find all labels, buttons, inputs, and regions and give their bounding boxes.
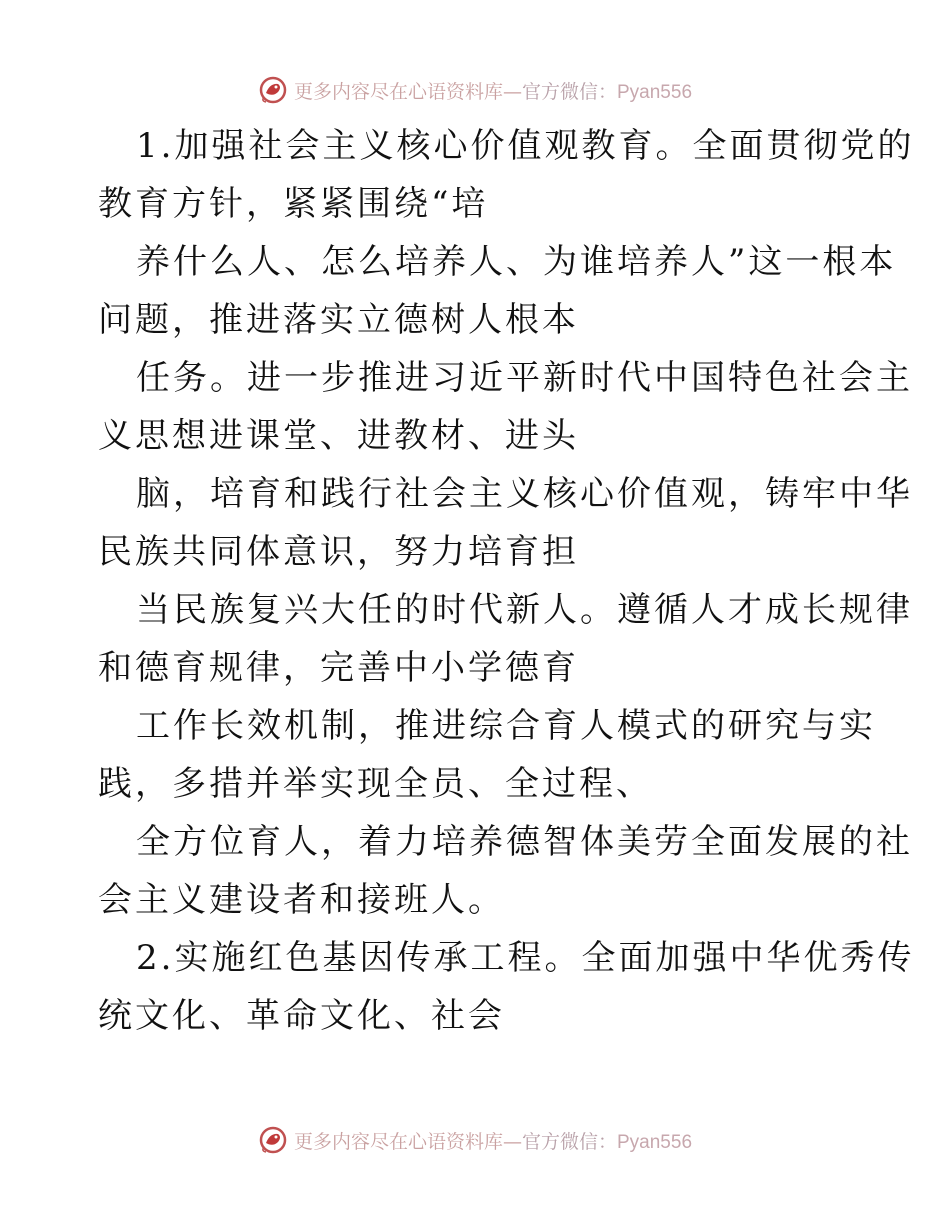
header-watermark: [0, 70, 950, 110]
paragraph-4: [98, 465, 913, 581]
text-line: 统文化、革命文化、社会: [98, 996, 505, 1036]
text-line: 脑，培育和践行社会主义核心价值观，铸牢中华: [136, 474, 913, 514]
document-body: [98, 117, 915, 1045]
text-line: 1.加强社会主义核心价值观教育。全面贯彻党的: [136, 126, 915, 166]
text-line: 会主义建设者和接班人。: [98, 880, 505, 920]
text-line: 和德育规律，完善中小学德育: [98, 648, 579, 688]
watermark-separator: —: [502, 80, 522, 103]
text-line: 义思想进课堂、进教材、进头: [98, 416, 579, 456]
watermark-wechat-label: 官方微信：: [521, 80, 617, 103]
paragraph-7: [98, 813, 913, 929]
text-line: 民族共同体意识，努力培育担: [98, 532, 579, 572]
footer-watermark: [0, 1120, 950, 1160]
paragraph-3: [98, 349, 913, 465]
paragraph-6: [98, 697, 876, 813]
red-mouse-logo-icon: [258, 75, 288, 105]
text-line: 2.实施红色基因传承工程。全面加强中华优秀传: [136, 938, 915, 978]
paragraph-1: [98, 117, 915, 233]
paragraph-2: [98, 233, 897, 349]
watermark-wechat-id: Pyan556: [617, 1131, 693, 1153]
text-line: 践，多措并举实现全员、全过程、: [98, 764, 653, 804]
paragraph-8: [98, 929, 915, 1045]
watermark-wechat-id: Pyan556: [617, 81, 693, 103]
watermark-site-text: 更多内容尽在心语资料库: [293, 80, 503, 103]
watermark-separator: —: [502, 1130, 522, 1153]
paragraph-5: [98, 581, 913, 697]
text-line: 问题，推进落实立德树人根本: [98, 300, 579, 340]
text-line: 工作长效机制，推进综合育人模式的研究与实: [136, 706, 876, 746]
text-line: 全方位育人，着力培养德智体美劳全面发展的社: [136, 822, 913, 862]
text-line: 养什么人、怎么培养人、为谁培养人”这一根本: [136, 242, 897, 282]
watermark-wechat-label: 官方微信：: [521, 1130, 617, 1153]
watermark-text: [294, 1127, 692, 1154]
red-mouse-logo-icon: [258, 1125, 288, 1155]
text-line: 当民族复兴大任的时代新人。遵循人才成长规律: [136, 590, 913, 630]
text-line: 教育方针，紧紧围绕“培: [98, 184, 489, 224]
watermark-text: [294, 77, 692, 104]
text-line: 任务。进一步推进习近平新时代中国特色社会主: [136, 358, 913, 398]
watermark-site-text: 更多内容尽在心语资料库: [293, 1130, 503, 1153]
